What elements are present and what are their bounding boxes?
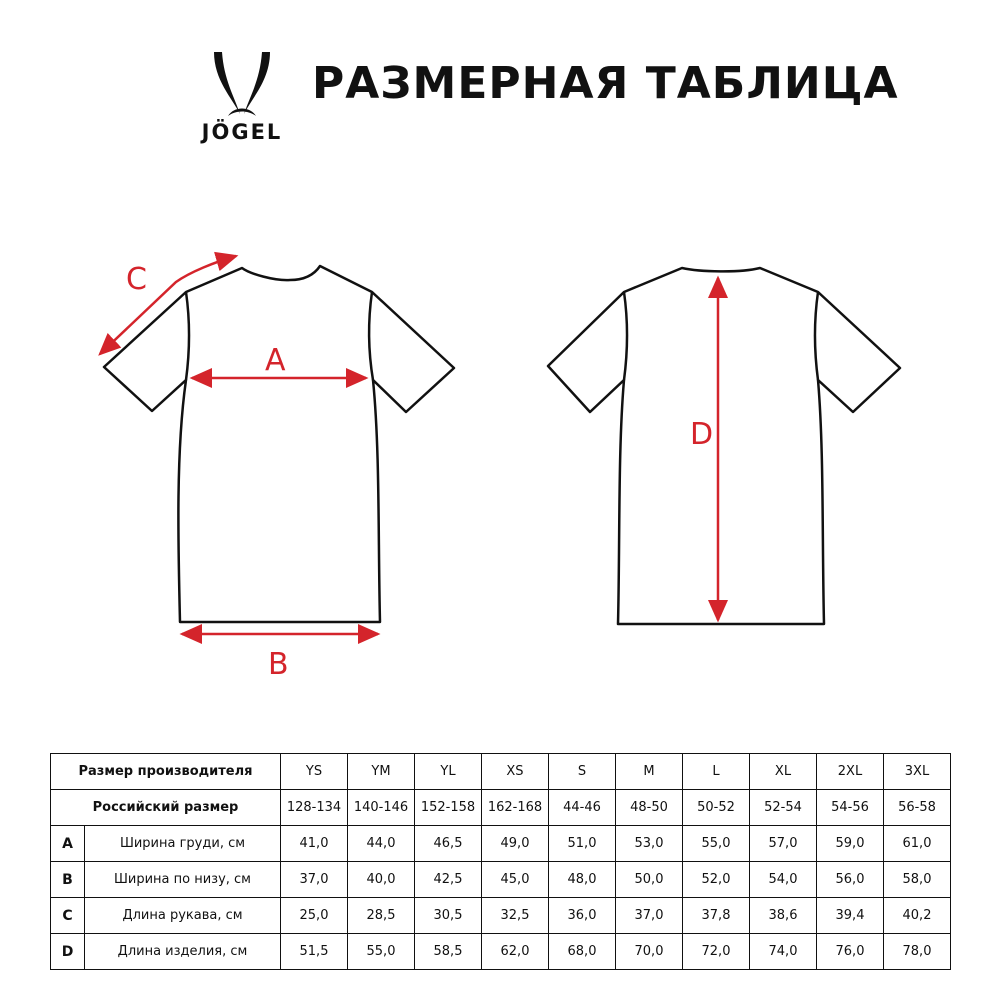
size-cell: YL xyxy=(415,754,482,790)
ru-size-cell: 162-168 xyxy=(482,790,549,826)
size-cell: M xyxy=(616,754,683,790)
table-row-b xyxy=(51,862,951,898)
row-letter: A xyxy=(51,826,85,862)
value-cell: 37,0 xyxy=(281,862,348,898)
ru-size-cell: 50-52 xyxy=(683,790,750,826)
row-letter: D xyxy=(51,934,85,970)
size-table xyxy=(50,753,951,970)
value-cell: 68,0 xyxy=(549,934,616,970)
value-cell: 44,0 xyxy=(348,826,415,862)
ru-size-cell: 140-146 xyxy=(348,790,415,826)
value-cell: 54,0 xyxy=(750,862,817,898)
value-cell: 70,0 xyxy=(616,934,683,970)
value-cell: 25,0 xyxy=(281,898,348,934)
table-row-russian-size xyxy=(51,790,951,826)
ru-size-cell: 52-54 xyxy=(750,790,817,826)
size-cell: YM xyxy=(348,754,415,790)
value-cell: 74,0 xyxy=(750,934,817,970)
ru-size-cell: 56-58 xyxy=(884,790,951,826)
value-cell: 28,5 xyxy=(348,898,415,934)
value-cell: 37,0 xyxy=(616,898,683,934)
value-cell: 37,8 xyxy=(683,898,750,934)
value-cell: 51,0 xyxy=(549,826,616,862)
table-row-d xyxy=(51,934,951,970)
label-a: A xyxy=(265,343,286,378)
value-cell: 57,0 xyxy=(750,826,817,862)
value-cell: 45,0 xyxy=(482,862,549,898)
value-cell: 40,2 xyxy=(884,898,951,934)
value-cell: 38,6 xyxy=(750,898,817,934)
row-label: Длина изделия, см xyxy=(85,934,281,970)
value-cell: 48,0 xyxy=(549,862,616,898)
value-cell: 30,5 xyxy=(415,898,482,934)
ru-size-cell: 54-56 xyxy=(817,790,884,826)
table-row-manufacturer-size xyxy=(51,754,951,790)
value-cell: 58,0 xyxy=(884,862,951,898)
row-letter: B xyxy=(51,862,85,898)
value-cell: 55,0 xyxy=(348,934,415,970)
value-cell: 76,0 xyxy=(817,934,884,970)
value-cell: 53,0 xyxy=(616,826,683,862)
header-label: Размер производителя xyxy=(51,754,281,790)
ru-size-cell: 44-46 xyxy=(549,790,616,826)
ru-size-cell: 152-158 xyxy=(415,790,482,826)
label-c: C xyxy=(126,262,147,297)
value-cell: 32,5 xyxy=(482,898,549,934)
shirt-back-outline xyxy=(548,268,900,624)
ru-size-cell: 128-134 xyxy=(281,790,348,826)
value-cell: 52,0 xyxy=(683,862,750,898)
value-cell: 42,5 xyxy=(415,862,482,898)
russian-size-label: Российский размер xyxy=(51,790,281,826)
value-cell: 51,5 xyxy=(281,934,348,970)
shirt-diagram xyxy=(0,200,1000,720)
logo-emblem-icon xyxy=(192,50,292,120)
arrow-c xyxy=(100,256,236,354)
size-cell: YS xyxy=(281,754,348,790)
shirt-front-outline xyxy=(104,266,454,622)
page-title: РАЗМЕРНАЯ ТАБЛИЦА xyxy=(312,58,899,109)
brand-name: JÖGEL xyxy=(201,120,283,144)
row-label: Длина рукава, см xyxy=(85,898,281,934)
value-cell: 40,0 xyxy=(348,862,415,898)
label-d: D xyxy=(690,417,714,452)
value-cell: 78,0 xyxy=(884,934,951,970)
value-cell: 61,0 xyxy=(884,826,951,862)
size-cell: S xyxy=(549,754,616,790)
value-cell: 58,5 xyxy=(415,934,482,970)
size-cell: L xyxy=(683,754,750,790)
size-cell: 3XL xyxy=(884,754,951,790)
value-cell: 50,0 xyxy=(616,862,683,898)
value-cell: 46,5 xyxy=(415,826,482,862)
table-row-c xyxy=(51,898,951,934)
size-cell: XL xyxy=(750,754,817,790)
row-letter: C xyxy=(51,898,85,934)
label-b: B xyxy=(268,647,289,682)
value-cell: 56,0 xyxy=(817,862,884,898)
row-label: Ширина груди, см xyxy=(85,826,281,862)
value-cell: 55,0 xyxy=(683,826,750,862)
brand-logo xyxy=(192,50,292,146)
value-cell: 72,0 xyxy=(683,934,750,970)
value-cell: 62,0 xyxy=(482,934,549,970)
size-cell: XS xyxy=(482,754,549,790)
value-cell: 36,0 xyxy=(549,898,616,934)
value-cell: 41,0 xyxy=(281,826,348,862)
size-cell: 2XL xyxy=(817,754,884,790)
row-label: Ширина по низу, см xyxy=(85,862,281,898)
value-cell: 49,0 xyxy=(482,826,549,862)
table-row-a xyxy=(51,826,951,862)
ru-size-cell: 48-50 xyxy=(616,790,683,826)
value-cell: 59,0 xyxy=(817,826,884,862)
value-cell: 39,4 xyxy=(817,898,884,934)
